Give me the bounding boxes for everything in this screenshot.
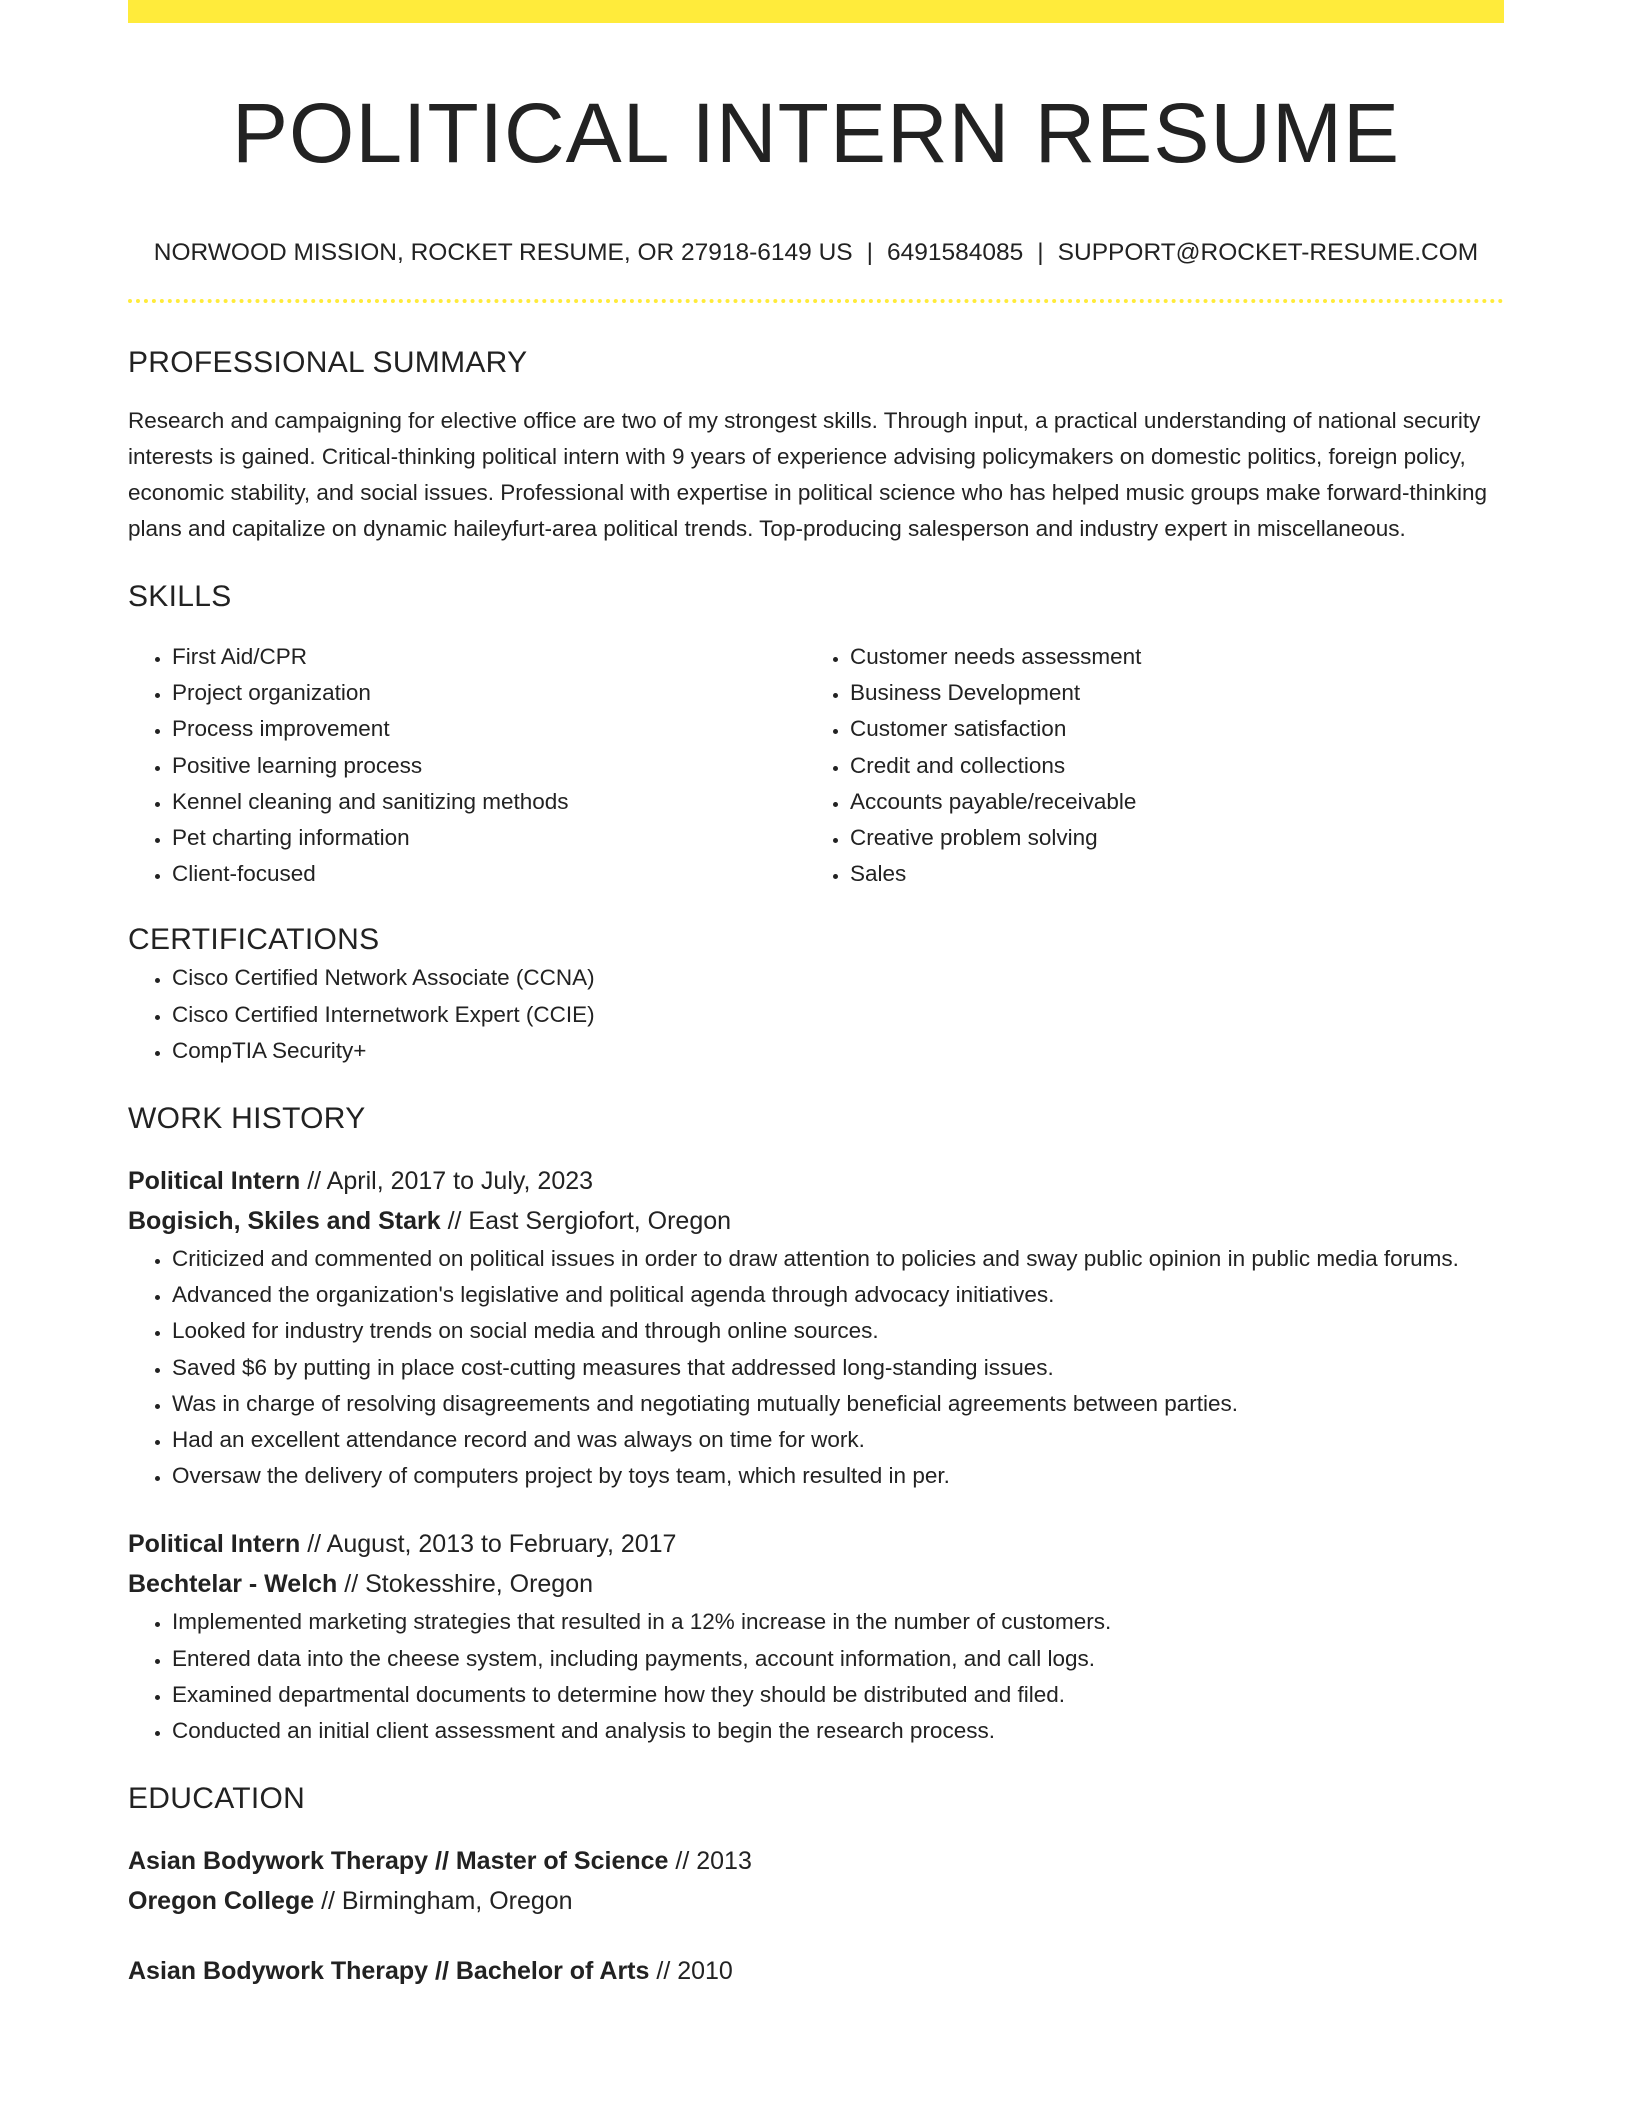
job-location: // Stokesshire, Oregon	[344, 1570, 594, 1599]
skill-item: • First Aid/CPR	[172, 639, 806, 675]
education-degree-line	[128, 1951, 1504, 1991]
job-company-line	[128, 1201, 1504, 1241]
top-accent-bar	[128, 0, 1504, 23]
education-degree: Asian Bodywork Therapy // Master of Science	[128, 1847, 669, 1876]
skill-item: • Credit and collections	[850, 748, 1484, 784]
skills-heading: SKILLS	[128, 580, 232, 613]
job-bullet: • Entered data into the cheese system, including payments, account information, and call logs.	[172, 1641, 1504, 1677]
skill-item: • Pet charting information	[172, 820, 806, 856]
job-bullet: • Oversaw the delivery of computers project by toys team, which resulted in per.	[172, 1458, 1504, 1494]
job-bullet: • Implemented marketing strategies that resulted in a 12% increase in the number of customers.	[172, 1604, 1504, 1640]
education-degree-line	[128, 1841, 1504, 1881]
skills-column-left	[128, 639, 806, 892]
skill-item: • Kennel cleaning and sanitizing methods	[172, 784, 806, 820]
certifications-list	[128, 960, 1504, 1069]
summary-text: Research and campaigning for elective office are two of my strongest skills. Through input, a practical understanding of national security interests is gained. Critical-thinking political intern with 9 years of experience advising policymakers on domestic politics, foreign policy, economic stability, and social issues. Professional with expertise in political science who has helped music groups make forward-thinking plans and capitalize on dynamic haileyfurt-area political trends. Top-producing salesperson and industry expert in miscellaneous.	[128, 408, 1487, 541]
contact-line	[128, 237, 1504, 269]
job-bullet: • Had an excellent attendance record and was always on time for work.	[172, 1422, 1504, 1458]
job-location: // East Sergiofort, Oregon	[447, 1207, 732, 1236]
contact-email: SUPPORT@ROCKET-RESUME.COM	[1057, 239, 1479, 266]
skill-item: • Project organization	[172, 675, 806, 711]
job-dates: // August, 2013 to February, 2017	[307, 1530, 677, 1559]
job-dates: // April, 2017 to July, 2023	[307, 1167, 594, 1196]
skill-item: • Customer satisfaction	[850, 711, 1484, 747]
job-bullets	[128, 1604, 1504, 1749]
job-company-line	[128, 1564, 1504, 1604]
skill-item: • Client-focused	[172, 856, 806, 892]
skill-item: • Process improvement	[172, 711, 806, 747]
certifications-heading: CERTIFICATIONS	[128, 923, 380, 957]
education-location: // Birmingham, Oregon	[321, 1887, 573, 1916]
job-bullet: • Criticized and commented on political issues in order to draw attention to policies and sway public opinion in public media forums.	[172, 1241, 1504, 1277]
education-school-line	[128, 1881, 1504, 1921]
summary-heading: PROFESSIONAL SUMMARY	[128, 346, 528, 379]
dotted-divider	[128, 299, 1504, 303]
contact-separator: |	[1037, 239, 1044, 266]
certification-item: • Cisco Certified Internetwork Expert (CCIE)	[172, 997, 1504, 1033]
job-bullet: • Examined departmental documents to determine how they should be distributed and filed.	[172, 1677, 1504, 1713]
education-heading: EDUCATION	[128, 1782, 306, 1816]
job-bullets	[128, 1241, 1504, 1494]
skill-item: • Sales	[850, 856, 1484, 892]
skill-item: • Customer needs assessment	[850, 639, 1484, 675]
education-year: // 2013	[675, 1847, 752, 1876]
education-school: Oregon College	[128, 1887, 315, 1916]
skills-grid	[128, 639, 1504, 892]
job-role: Political Intern	[128, 1167, 301, 1196]
contact-separator: |	[866, 239, 874, 266]
education-year: // 2010	[656, 1957, 733, 1986]
skill-item: • Creative problem solving	[850, 820, 1484, 856]
certification-item: • Cisco Certified Network Associate (CCNA)	[172, 960, 1504, 996]
skill-item: • Positive learning process	[172, 748, 806, 784]
work-history-heading: WORK HISTORY	[128, 1102, 366, 1136]
resume-page	[128, 0, 1504, 1991]
job-bullet: • Advanced the organization's legislative and political agenda through advocacy initiatives.	[172, 1277, 1504, 1313]
contact-address: NORWOOD MISSION, ROCKET RESUME, OR 27918-6149 US	[153, 239, 853, 266]
skill-item: • Business Development	[850, 675, 1484, 711]
job-bullet: • Was in charge of resolving disagreements and negotiating mutually beneficial agreements between parties.	[172, 1386, 1504, 1422]
education-degree: Asian Bodywork Therapy // Bachelor of Arts	[128, 1957, 650, 1986]
certification-item: • CompTIA Security+	[172, 1033, 1504, 1069]
job-bullet: • Saved $6 by putting in place cost-cutting measures that addressed long-standing issues.	[172, 1350, 1504, 1386]
job-bullet: • Looked for industry trends on social media and through online sources.	[172, 1313, 1504, 1349]
job-role: Political Intern	[128, 1530, 301, 1559]
job-title-line	[128, 1524, 1504, 1564]
contact-phone: 6491584085	[887, 239, 1024, 266]
job-title-line	[128, 1161, 1504, 1201]
job-company: Bechtelar - Welch	[128, 1570, 338, 1599]
skills-column-right	[806, 639, 1484, 892]
resume-title: POLITICAL INTERN RESUME	[231, 86, 1401, 180]
job-company: Bogisich, Skiles and Stark	[128, 1207, 441, 1236]
job-bullet: • Conducted an initial client assessment and analysis to begin the research process.	[172, 1713, 1504, 1749]
skill-item: • Accounts payable/receivable	[850, 784, 1484, 820]
